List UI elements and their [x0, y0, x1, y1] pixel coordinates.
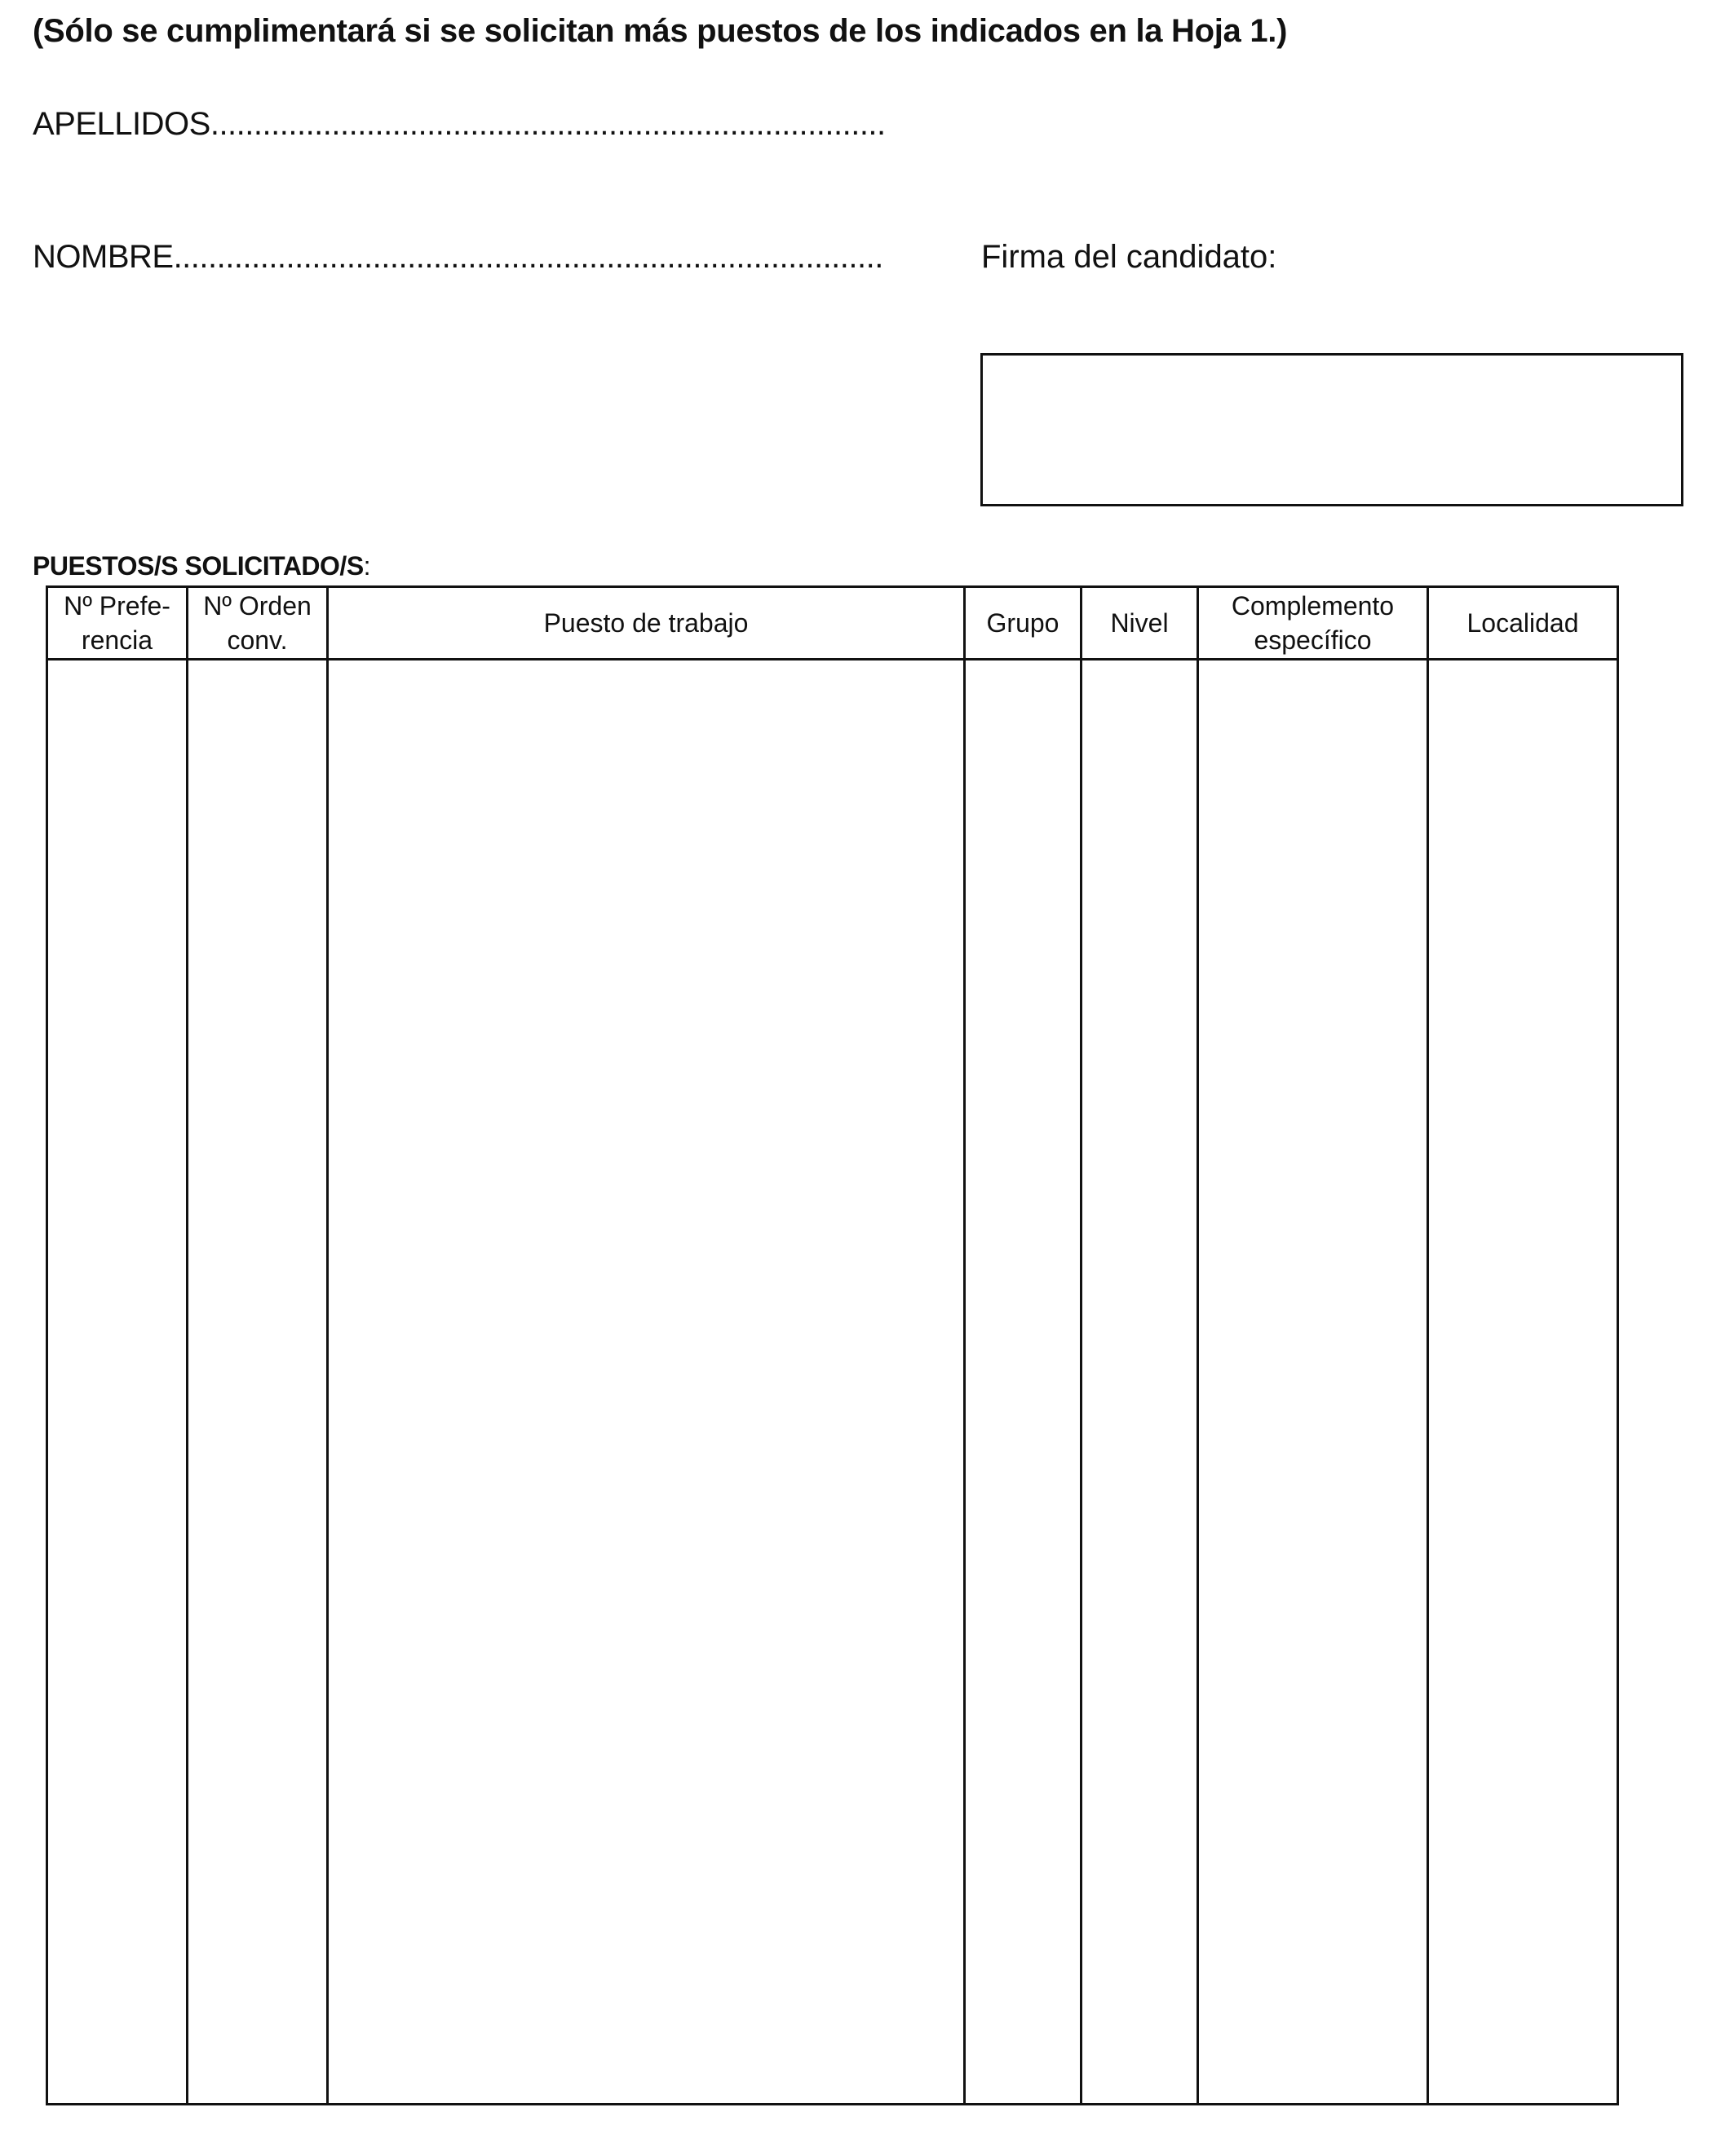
- cell-localidad[interactable]: [1428, 660, 1618, 2105]
- header-nivel: [1082, 587, 1198, 660]
- header-text: rencia: [81, 625, 153, 655]
- puestos-table: [46, 585, 1619, 2105]
- cell-preferencia[interactable]: [47, 660, 188, 2105]
- table-row: [47, 660, 1618, 2105]
- nombre-field[interactable]: NOMBRE..................................................................................: [33, 239, 883, 275]
- cell-orden[interactable]: [188, 660, 328, 2105]
- header-n-preferencia: [47, 587, 188, 660]
- header-text: Nº Prefe-: [64, 591, 170, 621]
- header-text: Puesto de trabajo: [543, 608, 749, 638]
- header-grupo: [965, 587, 1082, 660]
- header-text: Localidad: [1466, 608, 1579, 638]
- header-text: Grupo: [986, 608, 1059, 638]
- header-n-orden: [188, 587, 328, 660]
- section-title: [33, 551, 370, 581]
- cell-grupo[interactable]: [965, 660, 1082, 2105]
- instruction-note: (Sólo se cumplimentará si se solicitan más puestos de los indicados en la Hoja 1.): [33, 13, 1288, 49]
- header-text: específico: [1254, 625, 1372, 655]
- cell-nivel[interactable]: [1082, 660, 1198, 2105]
- header-text: Complemento: [1231, 591, 1395, 621]
- header-text: Nº Orden: [203, 591, 312, 621]
- signature-box[interactable]: [980, 353, 1683, 506]
- header-text: Nivel: [1110, 608, 1169, 638]
- cell-complemento[interactable]: [1198, 660, 1428, 2105]
- header-text: conv.: [227, 625, 288, 655]
- apellidos-field[interactable]: APELLIDOS..............................................................................: [33, 106, 886, 142]
- firma-label: Firma del candidato:: [981, 239, 1277, 275]
- table-header-row: [47, 587, 1618, 660]
- section-title-colon: :: [363, 551, 371, 581]
- section-title-text: PUESTOS/S SOLICITADO/S: [33, 551, 364, 581]
- cell-puesto[interactable]: [328, 660, 965, 2105]
- header-complemento: [1198, 587, 1428, 660]
- header-localidad: [1428, 587, 1618, 660]
- header-puesto: [328, 587, 965, 660]
